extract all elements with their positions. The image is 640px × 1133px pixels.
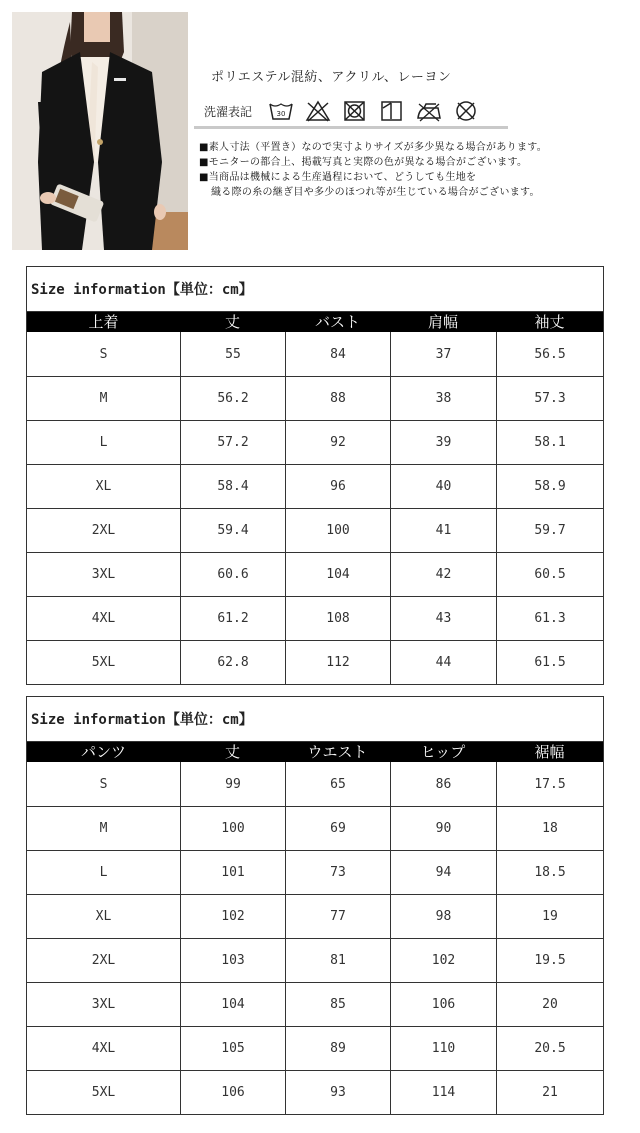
note-line: 織る際の糸の継ぎ目や多少のほつれ等が生じている場合がございます。 xyxy=(211,187,540,198)
size-cell: L xyxy=(99,865,108,880)
table-row xyxy=(27,762,603,806)
size-cell: S xyxy=(99,346,108,362)
table-row xyxy=(27,508,603,552)
measurement-cell: 40 xyxy=(390,465,496,508)
table-row xyxy=(27,1026,603,1070)
measurement-cell: 77 xyxy=(285,895,390,938)
measurement-cell: 104 xyxy=(180,983,285,1026)
size-cell: XL xyxy=(95,909,112,924)
measurement-cell: 65 xyxy=(285,762,390,806)
wash-30-icon xyxy=(268,100,294,122)
note-line: ■モニターの都合上、掲載写真と実際の色が異なる場合がございます。 xyxy=(199,157,528,168)
size-cell: 3XL xyxy=(91,997,116,1012)
table-row xyxy=(27,1070,603,1114)
measurement-cell: 86 xyxy=(390,762,496,806)
no-dry-clean-icon xyxy=(453,100,479,122)
size-cell: 5XL xyxy=(91,655,116,670)
size-cell: XL xyxy=(95,479,112,494)
measurement-cell: 99 xyxy=(180,762,285,806)
care-label: 洗濯表記 xyxy=(204,104,253,119)
header-cell: 丈 xyxy=(224,743,240,761)
no-tumble-dry-icon xyxy=(342,100,368,122)
measurement-cell: 38 xyxy=(390,377,496,420)
measurement-cell: 57.3 xyxy=(496,377,603,420)
header-cell: 袖丈 xyxy=(534,313,565,331)
size-cell: 5XL xyxy=(91,1085,116,1100)
measurement-cell: 59.7 xyxy=(496,509,603,552)
size-cell: 4XL xyxy=(91,1041,116,1056)
measurement-cell: 104 xyxy=(285,553,390,596)
table-row xyxy=(27,640,603,684)
table-row xyxy=(27,464,603,508)
measurement-cell: 100 xyxy=(180,807,285,850)
header-cell: 丈 xyxy=(224,313,240,331)
measurement-cell: 60.6 xyxy=(180,553,285,596)
care-divider xyxy=(194,126,508,129)
size-cell: S xyxy=(99,776,108,792)
measurement-cell: 20 xyxy=(496,983,603,1026)
table-row xyxy=(27,982,603,1026)
table-row xyxy=(27,552,603,596)
jacket-size-table xyxy=(26,266,604,685)
measurement-cell: 19 xyxy=(496,895,603,938)
measurement-cell: 100 xyxy=(285,509,390,552)
measurement-cell: 58.4 xyxy=(180,465,285,508)
header-cell: パンツ xyxy=(80,743,126,761)
table-row xyxy=(27,850,603,894)
measurement-cell: 58.1 xyxy=(496,421,603,464)
measurement-cell: 102 xyxy=(390,939,496,982)
measurement-cell: 105 xyxy=(180,1027,285,1070)
svg-text:30: 30 xyxy=(276,110,286,118)
measurement-cell: 98 xyxy=(390,895,496,938)
measurement-cell: 42 xyxy=(390,553,496,596)
measurement-cell: 61.2 xyxy=(180,597,285,640)
drip-dry-icon xyxy=(379,100,405,122)
header-cell: 裾幅 xyxy=(534,743,565,761)
measurement-cell: 112 xyxy=(285,641,390,684)
measurement-cell: 96 xyxy=(285,465,390,508)
table-row xyxy=(27,596,603,640)
material-text: ポリエステル混紡、アクリル、レーヨン xyxy=(211,70,452,85)
table-title: Size information【単位：cm】 xyxy=(27,697,603,742)
measurement-cell: 106 xyxy=(180,1071,285,1114)
table-row xyxy=(27,332,603,376)
table-row xyxy=(27,894,603,938)
measurement-cell: 56.5 xyxy=(496,332,603,376)
measurement-cell: 44 xyxy=(390,641,496,684)
measurement-cell: 69 xyxy=(285,807,390,850)
measurement-cell: 114 xyxy=(390,1071,496,1114)
pants-size-table xyxy=(26,696,604,1115)
size-cell: 4XL xyxy=(91,611,116,626)
measurement-cell: 57.2 xyxy=(180,421,285,464)
table-body xyxy=(27,332,603,684)
measurement-cell: 61.3 xyxy=(496,597,603,640)
table-row xyxy=(27,420,603,464)
measurement-cell: 19.5 xyxy=(496,939,603,982)
measurement-cell: 85 xyxy=(285,983,390,1026)
measurement-cell: 88 xyxy=(285,377,390,420)
measurement-cell: 17.5 xyxy=(496,762,603,806)
measurement-cell: 84 xyxy=(285,332,390,376)
no-bleach-icon xyxy=(305,100,331,122)
table-header xyxy=(27,742,603,762)
iron-icon xyxy=(416,100,442,122)
size-cell: 2XL xyxy=(91,523,116,538)
measurement-cell: 92 xyxy=(285,421,390,464)
measurement-cell: 89 xyxy=(285,1027,390,1070)
size-cell: M xyxy=(99,391,108,406)
size-cell: 2XL xyxy=(91,953,116,968)
measurement-cell: 55 xyxy=(180,332,285,376)
header-cell: 肩幅 xyxy=(427,313,458,331)
care-symbols xyxy=(194,96,508,126)
measurement-cell: 43 xyxy=(390,597,496,640)
notes xyxy=(199,140,547,200)
header-cell: ウエスト xyxy=(307,743,368,761)
table-header xyxy=(27,312,603,332)
table-row xyxy=(27,938,603,982)
measurement-cell: 18 xyxy=(496,807,603,850)
size-cell: 3XL xyxy=(91,567,116,582)
measurement-cell: 60.5 xyxy=(496,553,603,596)
measurement-cell: 90 xyxy=(390,807,496,850)
measurement-cell: 61.5 xyxy=(496,641,603,684)
measurement-cell: 56.2 xyxy=(180,377,285,420)
measurement-cell: 102 xyxy=(180,895,285,938)
table-title: Size information【単位：cm】 xyxy=(27,267,603,312)
header-cell: ヒップ xyxy=(420,743,466,761)
measurement-cell: 108 xyxy=(285,597,390,640)
measurement-cell: 110 xyxy=(390,1027,496,1070)
measurement-cell: 41 xyxy=(390,509,496,552)
table-body xyxy=(27,762,603,1114)
header-cell: バスト xyxy=(314,313,360,331)
header-cell: 上着 xyxy=(88,313,119,331)
measurement-cell: 20.5 xyxy=(496,1027,603,1070)
measurement-cell: 94 xyxy=(390,851,496,894)
note-line: ■当商品は機械による生産過程において、どうしても生地を xyxy=(199,172,477,183)
size-cell: M xyxy=(99,821,108,836)
measurement-cell: 81 xyxy=(285,939,390,982)
size-cell: L xyxy=(99,435,108,450)
measurement-cell: 73 xyxy=(285,851,390,894)
product-photo xyxy=(12,12,188,250)
table-row xyxy=(27,376,603,420)
measurement-cell: 37 xyxy=(390,332,496,376)
measurement-cell: 59.4 xyxy=(180,509,285,552)
measurement-cell: 106 xyxy=(390,983,496,1026)
note-line: ■素人寸法（平置き）なので実寸よりサイズが多少異なる場合があります。 xyxy=(199,142,548,153)
measurement-cell: 93 xyxy=(285,1071,390,1114)
measurement-cell: 62.8 xyxy=(180,641,285,684)
measurement-cell: 18.5 xyxy=(496,851,603,894)
measurement-cell: 101 xyxy=(180,851,285,894)
measurement-cell: 58.9 xyxy=(496,465,603,508)
measurement-cell: 103 xyxy=(180,939,285,982)
measurement-cell: 21 xyxy=(496,1071,603,1114)
measurement-cell: 39 xyxy=(390,421,496,464)
table-row xyxy=(27,806,603,850)
